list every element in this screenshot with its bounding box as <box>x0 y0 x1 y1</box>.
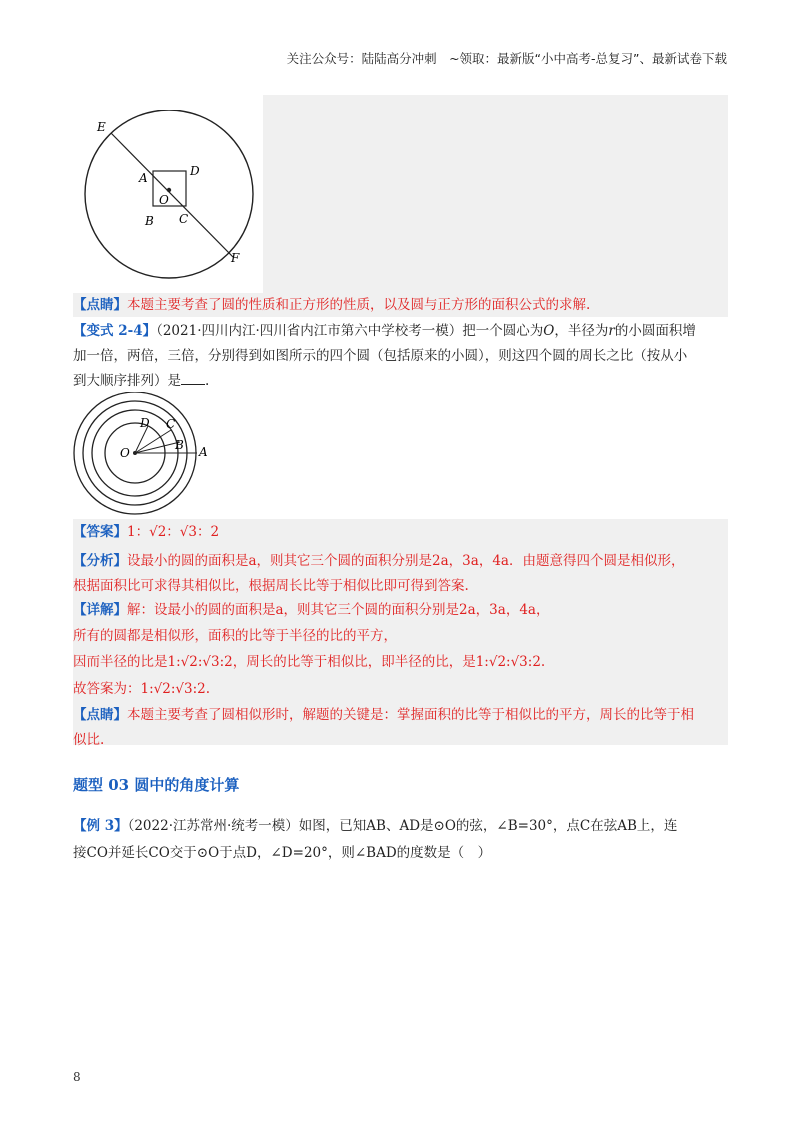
label-F: F <box>231 251 240 265</box>
problem-line-2: 加一倍，两倍，三倍，分别得到如图所示的四个圆（包括原来的小圆），则这四个圆的周长之比（按从小 <box>73 348 688 364</box>
label-C: C <box>179 212 189 226</box>
label-O2: O <box>120 446 130 460</box>
detail-line-3: 因而半径的比是1:√2:√3:2，周长的比等于相似比，即半径的比，是1:√2:√3:2. <box>73 654 546 670</box>
label-B2: B <box>175 438 184 452</box>
label-E: E <box>97 120 106 134</box>
example-line-2: 接CO并延长CO交于⊙O于点D，∠D=20°，则∠BAD的度数是（ ） <box>73 845 492 861</box>
concentric-circles-figure <box>73 392 213 517</box>
problem-line-1: 【变式 2-4】（2021·四川内江·四川省内江市第六中学校考一模）把一个圆心为O，半径为r的小圆面积增 <box>73 323 696 339</box>
label-A2: A <box>199 445 208 459</box>
label-D: D <box>190 164 200 178</box>
analysis-line-2: 根据面积比可求得其相似比，根据周长比等于相似比即可得到答案. <box>73 578 469 594</box>
page-header: 关注公众号：陆陆高分冲刺 ~领取：最新版“小中高考-总复习”、最新试卷下载 <box>286 51 727 66</box>
comment-2-line-2: 似比. <box>73 732 105 748</box>
section-title: 题型 03 圆中的角度计算 <box>73 776 240 794</box>
comment-1: 【点睛】本题主要考查了圆的性质和正方形的性质，以及圆与正方形的面积公式的求解. <box>73 297 591 313</box>
answer-panel-top <box>263 95 728 293</box>
answer-line: 【答案】1：√2：√3：2 <box>73 524 220 540</box>
detail-line-1: 【详解】解：设最小的圆的面积是a，则其它三个圆的面积分别是2a，3a，4a， <box>73 602 550 618</box>
label-C2: C <box>166 417 176 431</box>
label-B: B <box>145 214 154 228</box>
circle-square-figure <box>73 110 263 285</box>
detail-line-2: 所有的圆都是相似形，面积的比等于半径的比的平方， <box>73 628 397 644</box>
label-O: O <box>159 193 169 207</box>
comment-2-line-1: 【点睛】本题主要考查了圆相似形时，解题的关键是：掌握面积的比等于相似比的平方，周长的比等于相 <box>73 707 694 723</box>
problem-line-3: 到大顺序排列）是 . <box>73 370 209 392</box>
analysis-line-1: 【分析】设最小的圆的面积是a，则其它三个圆的面积分别是2a，3a，4a．由题意得四个圆是相似形， <box>73 553 685 569</box>
label-A: A <box>139 171 148 185</box>
label-D2: D <box>140 416 150 430</box>
answer-blank <box>181 370 205 385</box>
page-number: 8 <box>73 1070 81 1084</box>
detail-line-4: 故答案为：1:√2:√3:2. <box>73 681 210 697</box>
example-line-1: 【例 3】（2022·江苏常州·统考一模）如图，已知AB、AD是⊙O的弦，∠B=30°，点C在弦AB上，连 <box>73 818 678 834</box>
